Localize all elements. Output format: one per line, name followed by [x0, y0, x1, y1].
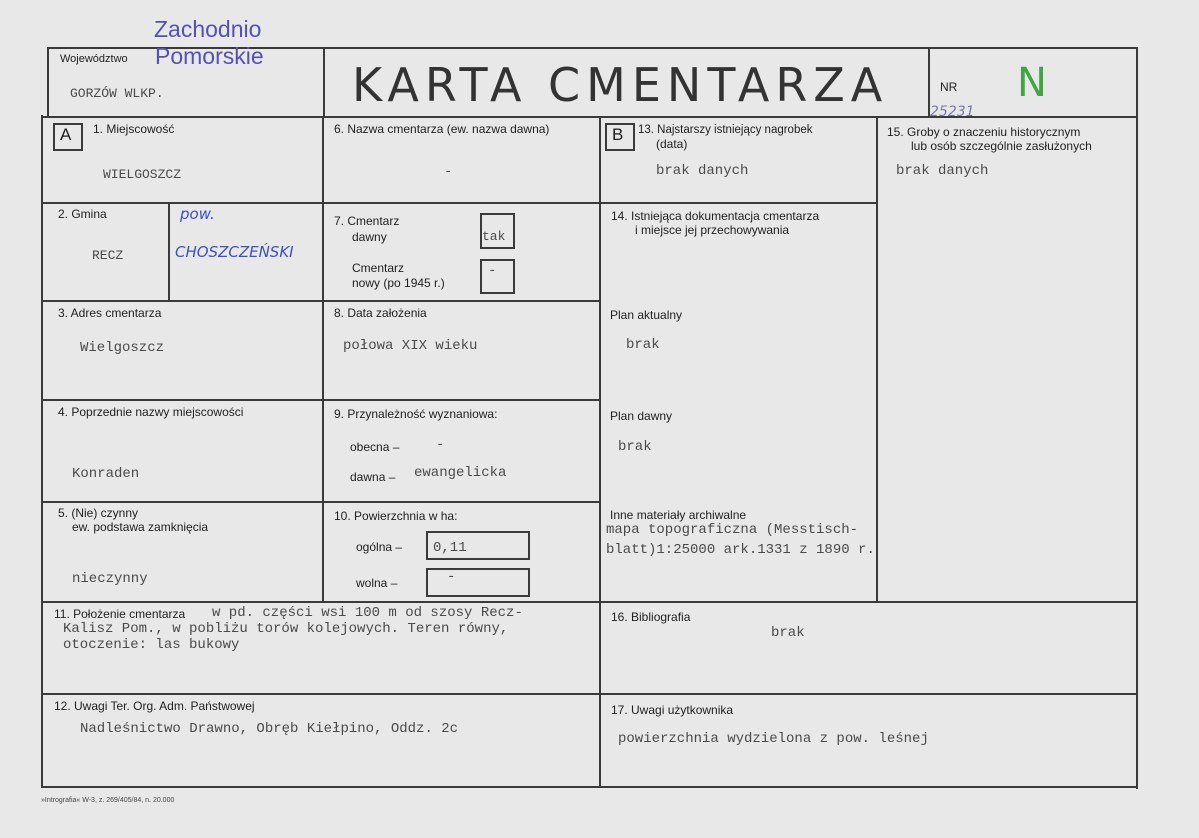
field-10-wolna-value: - — [447, 569, 456, 585]
field-11-label: 11. Położenie cmentarza — [54, 607, 186, 621]
nr-label: NR — [940, 80, 958, 94]
field-1-value: WIELGOSZCZ — [103, 167, 182, 182]
field-7-nowy-value: - — [488, 263, 497, 279]
row-5 — [41, 601, 1138, 603]
field-14-label-1: 14. Istniejąca dokumentacja cmentarza — [611, 209, 820, 223]
field-15-label-2: lub osób szczególnie zasłużonych — [911, 139, 1092, 153]
field-2-label: 2. Gmina — [58, 207, 107, 221]
field-11-value-2: Kalisz Pom., w pobliżu torów kolejowych. Teren równy, — [63, 621, 509, 637]
field-9-dawna-value: ewangelicka — [414, 465, 507, 481]
header-col-divider-1 — [323, 49, 325, 117]
section-b-letter: B — [612, 125, 624, 144]
row-3 — [41, 399, 601, 401]
plan-aktualny-value: brak — [626, 337, 660, 353]
field-2-pen-county: CHOSZCZEŃSKI — [175, 243, 294, 261]
field-11-value-3: otoczenie: las bukowy — [63, 637, 240, 653]
footer-imprint: »Intrografia« W-3, z. 269/405/84, n. 20.000 — [41, 797, 175, 804]
inne-materialy-value-1: mapa topograficzna (Messtisch- — [606, 522, 859, 538]
frame-bottom — [41, 786, 1138, 788]
field-4-value: Konraden — [72, 466, 140, 482]
field-4-label: 4. Poprzednie nazwy miejscowości — [58, 405, 244, 419]
field-5-label-2: ew. podstawa zamknięcia — [72, 520, 209, 534]
row-1 — [41, 202, 601, 204]
plan-dawny-label: Plan dawny — [610, 409, 673, 423]
plan-aktualny-label: Plan aktualny — [610, 308, 683, 322]
field-8-value: połowa XIX wieku — [343, 338, 478, 354]
wojewodztwo-value: GORZÓW WLKP. — [70, 86, 164, 101]
field-2-pen-pow: pow. — [180, 205, 215, 223]
field-17-value: powierzchnia wydzielona z pow. leśnej — [618, 731, 929, 747]
inne-materialy-label: Inne materiały archiwalne — [610, 508, 747, 522]
row-4 — [41, 501, 601, 503]
field-13-value: brak danych — [656, 163, 749, 179]
field-15-value: brak danych — [896, 163, 989, 179]
field-15-label-1: 15. Groby o znaczeniu historycznym — [887, 125, 1081, 139]
frame-left-top — [47, 47, 49, 117]
section-a-letter: A — [60, 125, 72, 144]
field-1-label: 1. Miejscowość — [93, 122, 175, 136]
field-7-label-2: dawny — [352, 230, 387, 244]
field-9-obecna-label: obecna – — [350, 440, 400, 454]
field-7-dawny-value: tak — [482, 229, 506, 244]
nr-letter: N — [1017, 60, 1047, 106]
wojewodztwo-label: Województwo — [60, 53, 128, 65]
field-6-value: - — [444, 164, 453, 180]
field-7-nowy-box — [480, 259, 515, 294]
row-6 — [41, 693, 1138, 695]
field-10-label: 10. Powierzchnia w ha: — [334, 509, 458, 523]
col-divider-a — [322, 117, 324, 601]
field-9-dawna-label: dawna – — [350, 470, 396, 484]
field-7-nowy-label-1: Cmentarz — [352, 261, 405, 275]
field-2-value: RECZ — [92, 248, 124, 263]
field-17-label: 17. Uwagi użytkownika — [611, 703, 734, 717]
field-5-value: nieczynny — [72, 571, 148, 587]
field-7-label-1: 7. Cmentarz — [334, 214, 400, 228]
field-14-label-2: i miejsce jej przechowywania — [635, 223, 790, 237]
card-title: KARTA CMENTARZA — [352, 58, 889, 112]
field-12-label: 12. Uwagi Ter. Org. Adm. Państwowej — [54, 699, 255, 713]
row-2 — [41, 300, 601, 302]
row-1b — [599, 202, 878, 204]
field-11-value-1: w pd. części wsi 100 m od szosy Recz- — [212, 605, 523, 621]
stamp-line-1: Zachodnio — [154, 16, 262, 42]
field-5-label-1: 5. (Nie) czynny — [58, 506, 139, 520]
field-10-wolna-box — [426, 568, 530, 597]
field-10-ogolna-value: 0,11 — [433, 540, 467, 556]
col-divider-c — [876, 117, 878, 601]
nr-number: 25231 — [930, 104, 975, 120]
field-3-label: 3. Adres cmentarza — [58, 306, 162, 320]
field-10-wolna-label: wolna – — [356, 576, 398, 590]
field-12-value: Nadleśnictwo Drawno, Obręb Kiełpino, Oddz. 2c — [80, 721, 459, 737]
field-13-label-1: 13. Najstarszy istniejący nagrobek — [638, 124, 813, 136]
stamp-line-2: Pomorskie — [155, 43, 264, 69]
plan-dawny-value: brak — [618, 439, 652, 455]
frame-left — [41, 115, 43, 788]
field-10-ogolna-label: ogólna – — [356, 540, 403, 554]
frame-right — [1136, 49, 1138, 789]
field-16-value: brak — [771, 625, 805, 641]
field-3-value: Wielgoszcz — [80, 340, 165, 356]
col-divider-b — [599, 117, 601, 787]
field-6-label: 6. Nazwa cmentarza (ew. nazwa dawna) — [334, 122, 550, 136]
field-9-obecna-value: - — [436, 437, 445, 453]
field-9-label: 9. Przynależność wyznaniowa: — [334, 407, 498, 421]
field-7-nowy-label-2: nowy (po 1945 r.) — [352, 276, 445, 290]
field-13-label-2: (data) — [656, 137, 688, 151]
field-16-label: 16. Bibliografia — [611, 610, 691, 624]
gmina-inner-divider — [168, 203, 170, 300]
field-8-label: 8. Data założenia — [334, 306, 427, 320]
inne-materialy-value-2: blatt)1:25000 ark.1331 z 1890 r. — [606, 542, 875, 558]
